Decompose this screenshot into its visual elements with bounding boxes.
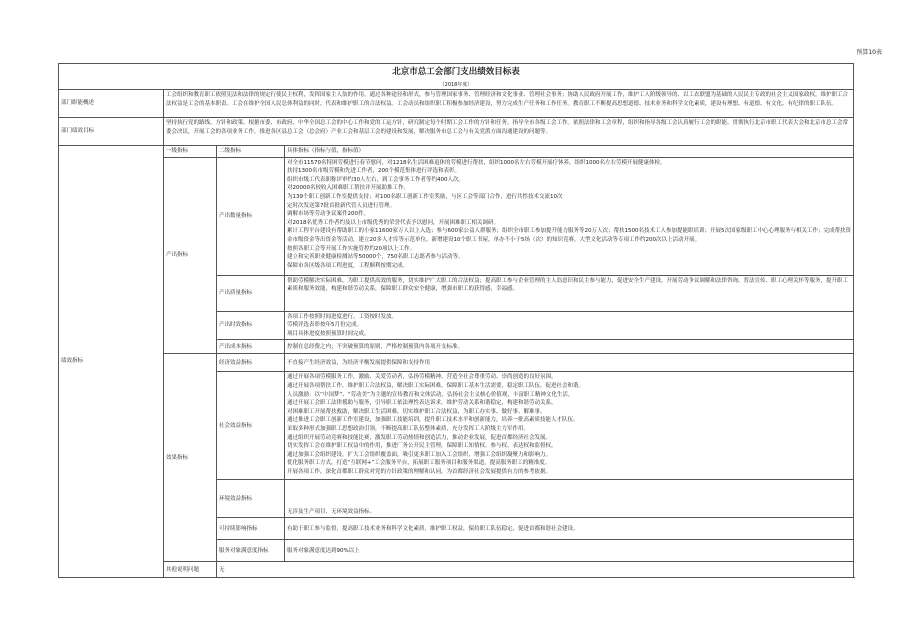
- quantity-line: 建立和完善职业健康检测站等50000个，750名职工志愿者参与活动等。: [287, 254, 464, 261]
- quantity-line: 扶持1300名市级劳模和先进工作者，200个模范集体进行评选和表彰。: [287, 168, 460, 175]
- social-line: 通过组织开展劳动竞赛和技能比赛，激发职工劳动热情和创造活力，推动企业发展，促进首都经济社会发展。: [287, 434, 552, 441]
- env-text: 无涉及生产项目，无环境效益指标。: [285, 480, 854, 518]
- benefit-label: 效果指标: [164, 354, 217, 562]
- social-line: 通过加强工会组织建设，扩大工会组织覆盖面，吸引更多职工加入工会组织，增强工会组织凝聚力和影响力。: [287, 451, 552, 458]
- social-line: 通过开展工会职工法律援助与服务，引导职工依法理性表达诉求，维护劳动关系和谐稳定，构建和谐劳动关系。: [287, 400, 557, 407]
- col-detail: 具体指标（指标与值，指标值）: [285, 146, 854, 158]
- quantity-line: 对2018名优秀工作者约及以上市级优秀的荣誉代表予以慰问，开展困难职工相关调研。: [287, 219, 499, 226]
- quantity-line: 按照各职工会等开展工作实施管控约20项以上工作。: [287, 245, 416, 252]
- quantity-line: 定时次发送第7批首批新代管人员进行管理。: [287, 202, 396, 209]
- quantity-line: 对20000名较收入困难职工帮扶并开展助推工作。: [287, 185, 409, 192]
- notes-row: [59, 562, 854, 578]
- social-line: 通过开展各项帮扶工作，维护职工合法权益，解决职工实际困难，保障职工基本生活需要，稳定职工队伍，促进社会和谐。: [287, 382, 585, 389]
- cost-text: 控制在总经费之内；不突破预算的原则，严格控制预算内各项开支标准。: [285, 340, 854, 354]
- goal-row: [59, 118, 854, 146]
- output-label: 产出指标: [164, 157, 217, 354]
- functions-row: [59, 90, 854, 118]
- social-line: 对困难职工开展帮扶救助，解决职工生活困难，切实维护职工合法权益，为职工办实事、做好事、解难事。: [287, 408, 546, 415]
- goal-label: 部门绩效目标: [59, 118, 164, 146]
- quality-text: 帮助劳模解决实际困难，为职工提供高效的服务，切实维护广大职工的合法权益；提高职工参与企业管理的主人翁意识和民主参与能力，促进安全生产建设，开展劳动争议调解和法律咨询、普法宣传、职工心理关怀等服务，提升职工素质和服务效能，构建和谐劳动关系，保障职工群众安全健康，增强市职工的获得感、幸福感。: [285, 275, 854, 311]
- year-row: [59, 81, 854, 90]
- sustain-text: 有助于职工参与监督，提高职工技术业务和科学文化素质，维护职工权益，保持职工队伍稳定，促进首都和谐社会建设。: [285, 518, 854, 540]
- quantity-line: 调解市场等劳动争议案件200件。: [287, 211, 369, 218]
- satisfaction-text: 服务对象满意度达到90%以上: [285, 540, 854, 562]
- social-line: 人员激励：以“中国梦”、“劳动美”为主题的宣传教育和文体活动，弘扬社会主义核心价值观，丰富职工精神文化生活。: [287, 391, 574, 398]
- quantity-line: 累计工程平台建设有帮助职工的小家11600家万人以上入选；参与600家公益人群服务；组织全市职工参加提升能力服务等20万人次；帮扶1500名技术工人参加提能职培训；开展5次国家级职工中心心理服务与相关工作；完成帮扶资金市级资金等出资金等活动，建立20多人才库等示范单位，新增建设10个职工书屋，单办不小于5场（次）的知识竞赛，大型文化活动等专项工作约200次以上活动开展。: [287, 228, 851, 243]
- timeliness-label: 产出时效指标: [217, 311, 285, 340]
- sustain-label: 可持续影响指标: [217, 518, 285, 540]
- timeliness-line: 各项工作按照时间进度进行，工资按时发放。: [287, 313, 398, 320]
- goal-text: 坚持执行党的路线、方针和政策。根据市委、市政府、中华全国总工会的中心工作和党的工运方针，研究制定每个时期工会工作的方针和任务，指导全市各级工会工作。依照法律和工会章程，组织和指导各级工会认真履行工会的职能。贯彻执行北京市职工代表大会和北京市总工会常委会决议，开展工会的各项业务工作，推进各区县总工会（总会府）产业工会和基层工会的建设和发展，解决服务市总工会与有关党派方面沟通建设的问题等。: [164, 118, 854, 146]
- social-cell: [285, 372, 854, 480]
- quantity-line: 为139个职工创新工作室提供支持；对100名职工创新工作室奖励，与区工会等部门合作，进行共性技术交流10次: [287, 193, 563, 200]
- quality-label: 产出质量指标: [217, 275, 285, 311]
- econ-text: 不直接产生经济效益，为经济平衡发展提供保障和支持作用: [285, 354, 854, 372]
- quantity-line: 组织市级工代表职称评审约30人左右，到工会事务工作者等约400人次。: [287, 176, 464, 183]
- performance-table: [58, 63, 854, 578]
- col-level2: 二级指标: [217, 146, 285, 158]
- timeliness-line: 项目具体进度按照预算时间完成。: [287, 330, 370, 337]
- table-year: （2018年度）: [59, 81, 854, 90]
- econ-row: [59, 354, 854, 372]
- timeliness-line: 劳模评选表彰按年5月份完成。: [287, 322, 363, 329]
- title-row: [59, 64, 854, 82]
- econ-label: 经济效益指标: [217, 354, 285, 372]
- table-id: 预算10表: [856, 49, 882, 56]
- quantity-label: 产出数量指标: [217, 157, 285, 275]
- cost-label: 产出成本指标: [217, 340, 285, 354]
- quantity-cell: [285, 157, 854, 275]
- kpi-header-row: [59, 146, 854, 158]
- table-title: 北京市总工会部门支出绩效目标表: [59, 64, 854, 82]
- quantity-line: 保障市各区级各项工程进度，工程顺利按期完成。: [287, 262, 409, 269]
- timeliness-cell: [285, 311, 854, 340]
- social-line: 通过开展各项劳模服务工作，激励、关爱劳动者，弘扬劳模精神，营造全社会尊重劳动、崇尚创造的良好氛围。: [287, 374, 557, 381]
- notes-label: 其他说明问题: [164, 562, 217, 578]
- social-line: 开展各项工作，深化首都职工群众对党的方针政策的理解和认同，为首都经济社会发展提供有力的参考依据。: [287, 468, 552, 475]
- functions-text: 工会组织和教育职工依照宪法和法律的规定行使民主权利，发挥国家主人翁的作用，通过各种途径和形式，参与管理国家事务、管理经济和文化事业、管理社会事务；协助人民政府开展工作，维护工人阶级领导的、以工农联盟为基础的人民民主专政的社会主义国家政权。维护职工合法权益是工会的基本职责。工会在维护全国人民总体利益的同时，代表和维护职工的合法权益。工会动员和组织职工积极参加经济建设，努力完成生产任务和工作任务。教育职工不断提高思想道德、技术业务和科学文化素质，建设有理想、有道德、有文化、有纪律的职工队伍。: [164, 90, 854, 118]
- quantity-line: 对全市11570名特困劳模进行春节慰问，对1218名生活困难退休的劳模进行帮扶，组织1000名左右劳模开展疗休养，组织1000名左右劳模开展健康体检。: [287, 159, 666, 166]
- satisfaction-label: 服务对象满意度指标: [217, 540, 285, 562]
- env-label: 环境效益指标: [217, 480, 285, 518]
- social-label: 社会效益指标: [217, 372, 285, 480]
- functions-label: 部门职能概述: [59, 90, 164, 118]
- social-line: 优化服务职工方式，打造“互联网+”工会服务平台，拓展职工服务项目和服务渠道，提高服务职工的精准度。: [287, 460, 551, 467]
- social-line: 切实发挥工会在维护职工权益中的作用，推进厂务公开民主管理，保障职工知情权、参与权、表达权和监督权。: [287, 443, 557, 450]
- col-level1: 一级指标: [164, 146, 217, 158]
- notes-value: 无: [217, 562, 854, 578]
- kpi-label: 绩效指标: [59, 146, 164, 578]
- social-line: 采取多种形式加强职工思想政治引领，不断提高职工队伍整体素质，充分发挥工人阶级主力军作用。: [287, 425, 530, 432]
- quantity-row: [59, 157, 854, 275]
- social-line: 通过推进工会职工创新工作室建设，加强职工技能培训，提升职工技术水平和创新能力，培养一批高素质技能人才队伍。: [287, 417, 579, 424]
